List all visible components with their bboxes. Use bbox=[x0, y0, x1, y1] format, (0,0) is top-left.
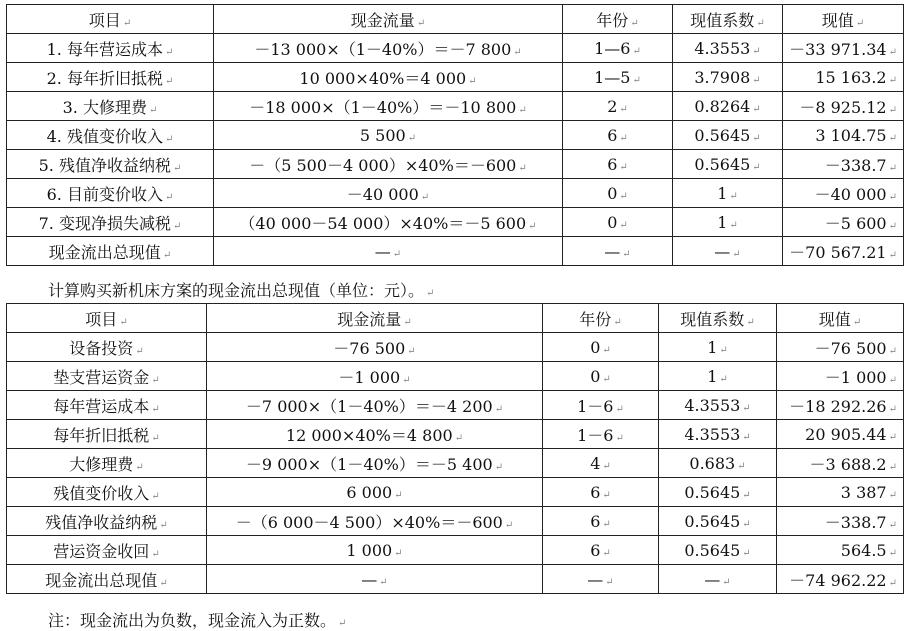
cell-text: 0.5645 bbox=[684, 540, 741, 560]
table-cell: 0.5645 ↵ bbox=[659, 507, 777, 536]
cell-text: 项目 bbox=[85, 309, 118, 329]
cell-text: 5 500 bbox=[359, 125, 406, 145]
cell-text: 残值净收益纳税 bbox=[45, 512, 158, 532]
cell-text: －76 500 bbox=[333, 338, 406, 358]
table-cell: 0.5645 ↵ bbox=[659, 478, 777, 507]
table-cell: －13 000×（1－40%）＝－7 800 ↵ bbox=[214, 34, 563, 63]
table-cell: 2. 每年折旧抵税 ↵ bbox=[7, 63, 214, 92]
cell-text: －76 500 bbox=[814, 338, 887, 358]
cell-text: 6. 目前变价收入 bbox=[46, 184, 163, 204]
table2-caption: 计算购买新机床方案的现金流出总现值（单位：元）。 ↵ bbox=[48, 281, 435, 300]
table-cell: 5. 残值净收益纳税 ↵ bbox=[7, 150, 214, 179]
table-cell: 每年折旧抵税 ↵ bbox=[7, 420, 207, 449]
cell-text: 1－6 bbox=[577, 425, 614, 445]
table-cell: 设备投资 ↵ bbox=[7, 333, 207, 362]
cell-text: 0.5645 bbox=[694, 125, 751, 145]
table-cell: 0.8264 ↵ bbox=[673, 92, 783, 121]
table-cell: — ↵ bbox=[207, 565, 543, 594]
header-row bbox=[7, 5, 904, 34]
table-cell: 大修理费 ↵ bbox=[7, 449, 207, 478]
cell-text: 0.5645 bbox=[684, 511, 741, 531]
cell-text: －1 000 bbox=[824, 367, 887, 387]
column-header: 现值系数 ↵ bbox=[673, 5, 783, 34]
table-cell: －（6 000－4 500）×40%＝－600 ↵ bbox=[207, 507, 543, 536]
column-header: 项目 ↵ bbox=[7, 5, 214, 34]
table-cell: －74 962.22 ↵ bbox=[777, 565, 904, 594]
table-cell: 4 ↵ bbox=[543, 449, 659, 478]
table-cell: 1 ↵ bbox=[673, 179, 783, 208]
table-row bbox=[7, 208, 904, 237]
cell-text: 0 bbox=[607, 212, 618, 232]
table-cell: 1. 每年营运成本 ↵ bbox=[7, 34, 214, 63]
table-cell: －（5 500－4 000）×40%＝－600 ↵ bbox=[214, 150, 563, 179]
cell-text: 3. 大修理费 bbox=[62, 97, 147, 117]
table-cell: 4. 残值变价收入 ↵ bbox=[7, 121, 214, 150]
cell-text: 现值 bbox=[821, 10, 854, 30]
table-cell: 0 ↵ bbox=[563, 208, 673, 237]
table-cell: 0.5645 ↵ bbox=[659, 536, 777, 565]
table-cell: －76 500 ↵ bbox=[777, 333, 904, 362]
column-header: 现值 ↵ bbox=[783, 5, 904, 34]
table-row bbox=[7, 362, 904, 391]
cell-text: －18 000×（1－40%）＝－10 800 bbox=[249, 97, 517, 117]
table-cell: 3 104.75 ↵ bbox=[783, 121, 904, 150]
cell-text: 1 bbox=[717, 212, 728, 232]
footnote-text: 注：现金流出为负数，现金流入为正数。 bbox=[48, 611, 337, 630]
table-cell: 564.5 ↵ bbox=[777, 536, 904, 565]
cell-text: 1－6 bbox=[577, 396, 614, 416]
cell-text: 现金流量 bbox=[350, 10, 415, 30]
table-row bbox=[7, 449, 904, 478]
table-cell: －18 000×（1－40%）＝－10 800 ↵ bbox=[214, 92, 563, 121]
table-cell: 12 000×40%＝4 800 ↵ bbox=[207, 420, 543, 449]
table-cell: 0.5645 ↵ bbox=[673, 150, 783, 179]
table-cell: 营运资金收回 ↵ bbox=[7, 536, 207, 565]
table-cell: 1 ↵ bbox=[659, 333, 777, 362]
cell-text: －1 000 bbox=[338, 367, 401, 387]
cell-text: 6 bbox=[607, 154, 618, 174]
cell-text: 3 387 bbox=[840, 482, 887, 502]
cell-text: 垫支营运资金 bbox=[53, 367, 150, 387]
cell-text: 4.3553 bbox=[684, 424, 741, 444]
cell-text: －（5 500－4 000）×40%＝－600 bbox=[249, 155, 517, 175]
cell-text: 现金流量 bbox=[337, 309, 402, 329]
table-cell: 0 ↵ bbox=[563, 179, 673, 208]
cell-text: — bbox=[374, 241, 391, 261]
cell-text: 年份 bbox=[596, 10, 629, 30]
table-cell: －76 500 ↵ bbox=[207, 333, 543, 362]
cell-text: 4 bbox=[590, 453, 601, 473]
table-cell: －18 292.26 ↵ bbox=[777, 391, 904, 420]
table-cell: 0 ↵ bbox=[543, 333, 659, 362]
cell-text: －40 000 bbox=[814, 184, 887, 204]
cell-text: 4. 残值变价收入 bbox=[46, 126, 163, 146]
cell-text: －5 600 bbox=[824, 213, 887, 233]
cell-text: 0.5645 bbox=[684, 482, 741, 502]
cell-text: 12 000×40%＝4 800 bbox=[285, 425, 453, 445]
cell-text: 0 bbox=[590, 366, 601, 386]
cell-text: 0 bbox=[590, 337, 601, 357]
cell-text: 现值系数 bbox=[690, 10, 755, 30]
table-cell: 3 387 ↵ bbox=[777, 478, 904, 507]
header-row bbox=[7, 304, 904, 333]
cell-text: 现金流出总现值 bbox=[48, 242, 161, 262]
cell-text: 现金流出总现值 bbox=[45, 570, 158, 590]
table-row bbox=[7, 478, 904, 507]
table-row bbox=[7, 420, 904, 449]
cell-text: 6 000 bbox=[346, 482, 393, 502]
table-cell: 残值变价收入 ↵ bbox=[7, 478, 207, 507]
cell-text: －13 000×（1－40%）＝－7 800 bbox=[254, 39, 512, 59]
table-row bbox=[7, 333, 904, 362]
table-row bbox=[7, 565, 904, 594]
table-cell: 4.3553 ↵ bbox=[659, 420, 777, 449]
table-cell: 1 ↵ bbox=[659, 362, 777, 391]
column-header: 现金流量 ↵ bbox=[207, 304, 543, 333]
cell-text: －33 971.34 bbox=[789, 39, 887, 59]
cell-text: 现值系数 bbox=[680, 309, 745, 329]
cell-text: 4.3553 bbox=[684, 395, 741, 415]
cell-text: 0.8264 bbox=[694, 96, 751, 116]
cell-text: －74 962.22 bbox=[789, 570, 887, 590]
cell-text: — bbox=[361, 569, 378, 589]
cell-text: 10 000×40%＝4 000 bbox=[299, 68, 467, 88]
cell-text: 0.5645 bbox=[694, 154, 751, 174]
cell-text: — bbox=[714, 241, 731, 261]
table-cell: 每年营运成本 ↵ bbox=[7, 391, 207, 420]
table-cell: 15 163.2 ↵ bbox=[783, 63, 904, 92]
table-cell: — ↵ bbox=[673, 237, 783, 266]
cell-text: 现值 bbox=[818, 309, 851, 329]
cell-text: — bbox=[704, 569, 721, 589]
column-header: 现值系数 ↵ bbox=[659, 304, 777, 333]
table-cell: 5 500 ↵ bbox=[214, 121, 563, 150]
cell-text: 20 905.44 bbox=[805, 424, 887, 444]
table-cell: －338.7 ↵ bbox=[783, 150, 904, 179]
table-row bbox=[7, 179, 904, 208]
cell-text: 2. 每年折旧抵税 bbox=[46, 68, 163, 88]
cell-text: 5. 残值净收益纳税 bbox=[38, 155, 171, 175]
cell-text: 6 bbox=[590, 540, 601, 560]
table-cell: 1 000 ↵ bbox=[207, 536, 543, 565]
table-cell: 1—6 ↵ bbox=[563, 34, 673, 63]
table-row bbox=[7, 121, 904, 150]
cell-text: 6 bbox=[607, 125, 618, 145]
table-cell: （40 000－54 000）×40%＝－5 600 ↵ bbox=[214, 208, 563, 237]
table-cell: －40 000 ↵ bbox=[214, 179, 563, 208]
cell-text: — bbox=[587, 569, 604, 589]
table-cell: －8 925.12 ↵ bbox=[783, 92, 904, 121]
cell-text: 1. 每年营运成本 bbox=[46, 39, 163, 59]
cell-text: （40 000－54 000）×40%＝－5 600 bbox=[239, 213, 527, 233]
table-cell: 垫支营运资金 ↵ bbox=[7, 362, 207, 391]
cell-text: 残值变价收入 bbox=[53, 483, 150, 503]
table-cell: 6 ↵ bbox=[543, 507, 659, 536]
cell-text: 1 bbox=[707, 337, 718, 357]
table-cell: — ↵ bbox=[563, 237, 673, 266]
column-header: 年份 ↵ bbox=[543, 304, 659, 333]
cell-text: 2 bbox=[607, 96, 618, 116]
table-cell: 6 ↵ bbox=[563, 121, 673, 150]
column-header: 年份 ↵ bbox=[563, 5, 673, 34]
table-cell: 6. 目前变价收入 ↵ bbox=[7, 179, 214, 208]
table-cell: 0 ↵ bbox=[543, 362, 659, 391]
cell-text: 4.3553 bbox=[694, 38, 751, 58]
table-row bbox=[7, 63, 904, 92]
cell-text: 6 bbox=[590, 482, 601, 502]
table-row bbox=[7, 507, 904, 536]
cell-text: 1 bbox=[707, 366, 718, 386]
cell-text: 营运资金收回 bbox=[53, 541, 150, 561]
footnote: 注：现金流出为负数，现金流入为正数。 ↵ bbox=[48, 611, 347, 630]
table-cell: 10 000×40%＝4 000 ↵ bbox=[214, 63, 563, 92]
cell-text: 6 bbox=[590, 511, 601, 531]
table-cell: 1－6 ↵ bbox=[543, 391, 659, 420]
new-machine-cash-outflow-table bbox=[6, 303, 904, 594]
table-cell: －1 000 ↵ bbox=[207, 362, 543, 391]
table-cell: 6 ↵ bbox=[543, 536, 659, 565]
column-header: 项目 ↵ bbox=[7, 304, 207, 333]
table-cell: 现金流出总现值 ↵ bbox=[7, 237, 214, 266]
cell-text: －18 292.26 bbox=[789, 396, 887, 416]
table-cell: 现金流出总现值 ↵ bbox=[7, 565, 207, 594]
cell-text: — bbox=[604, 241, 621, 261]
table-cell: 0.683 ↵ bbox=[659, 449, 777, 478]
table-cell: 1—5 ↵ bbox=[563, 63, 673, 92]
table-cell: 6 ↵ bbox=[563, 150, 673, 179]
cell-text: 1 bbox=[717, 183, 728, 203]
cell-text: －8 925.12 bbox=[799, 97, 887, 117]
cell-text: －（6 000－4 500）×40%＝－600 bbox=[235, 512, 503, 532]
table-cell: 3. 大修理费 ↵ bbox=[7, 92, 214, 121]
table-cell: 2 ↵ bbox=[563, 92, 673, 121]
cell-text: 设备投资 bbox=[69, 338, 134, 358]
table-row bbox=[7, 34, 904, 63]
table-cell: 7. 变现净损失减税 ↵ bbox=[7, 208, 214, 237]
table-cell: －33 971.34 ↵ bbox=[783, 34, 904, 63]
table-cell: 6 000 ↵ bbox=[207, 478, 543, 507]
table-cell: 4.3553 ↵ bbox=[673, 34, 783, 63]
cell-text: 大修理费 bbox=[69, 454, 134, 474]
table-row bbox=[7, 92, 904, 121]
column-header: 现值 ↵ bbox=[777, 304, 904, 333]
table-cell: －338.7 ↵ bbox=[777, 507, 904, 536]
table-cell: 3.7908 ↵ bbox=[673, 63, 783, 92]
table-cell: －70 567.21 ↵ bbox=[783, 237, 904, 266]
cell-text: 年份 bbox=[579, 309, 612, 329]
cell-text: 1 000 bbox=[346, 540, 393, 560]
table-cell: －40 000 ↵ bbox=[783, 179, 904, 208]
table-cell: 4.3553 ↵ bbox=[659, 391, 777, 420]
cell-text: 1—6 bbox=[594, 38, 631, 58]
table-row bbox=[7, 237, 904, 266]
cell-text: －7 000×（1－40%）＝－4 200 bbox=[245, 396, 493, 416]
cell-text: 1—5 bbox=[594, 67, 631, 87]
table-cell: －3 688.2 ↵ bbox=[777, 449, 904, 478]
cell-text: 3.7908 bbox=[694, 67, 751, 87]
table-cell: 6 ↵ bbox=[543, 478, 659, 507]
table-row bbox=[7, 391, 904, 420]
cell-text: 每年折旧抵税 bbox=[53, 425, 150, 445]
table-cell: 1 ↵ bbox=[673, 208, 783, 237]
table-cell: －1 000 ↵ bbox=[777, 362, 904, 391]
table-cell: — ↵ bbox=[214, 237, 563, 266]
caption-text: 计算购买新机床方案的现金流出总现值（单位：元）。 bbox=[48, 281, 425, 300]
table-cell: — ↵ bbox=[543, 565, 659, 594]
cell-text: －70 567.21 bbox=[789, 242, 887, 262]
cell-text: 项目 bbox=[88, 10, 121, 30]
cell-text: 7. 变现净损失减税 bbox=[38, 213, 171, 233]
cell-text: －9 000×（1－40%）＝－5 400 bbox=[245, 454, 493, 474]
cell-text: 0 bbox=[607, 183, 618, 203]
table-cell: －7 000×（1－40%）＝－4 200 ↵ bbox=[207, 391, 543, 420]
table-cell: 20 905.44 ↵ bbox=[777, 420, 904, 449]
table-cell: 0.5645 ↵ bbox=[673, 121, 783, 150]
cell-text: 3 104.75 bbox=[815, 125, 887, 145]
cell-text: －40 000 bbox=[346, 184, 419, 204]
old-machine-cash-outflow-table bbox=[6, 4, 904, 266]
table-cell: 残值净收益纳税 ↵ bbox=[7, 507, 207, 536]
table-cell: －9 000×（1－40%）＝－5 400 ↵ bbox=[207, 449, 543, 478]
cell-text: 564.5 bbox=[840, 540, 887, 560]
table-row bbox=[7, 150, 904, 179]
cell-text: －338.7 bbox=[824, 512, 887, 532]
cell-text: －338.7 bbox=[824, 155, 887, 175]
table-cell: — ↵ bbox=[659, 565, 777, 594]
table-row bbox=[7, 536, 904, 565]
cell-text: 每年营运成本 bbox=[53, 396, 150, 416]
cell-text: 15 163.2 bbox=[815, 67, 887, 87]
column-header: 现金流量 ↵ bbox=[214, 5, 563, 34]
table-cell: －5 600 ↵ bbox=[783, 208, 904, 237]
cell-text: －3 688.2 bbox=[809, 454, 887, 474]
table-cell: 1－6 ↵ bbox=[543, 420, 659, 449]
cell-text: 0.683 bbox=[689, 453, 736, 473]
